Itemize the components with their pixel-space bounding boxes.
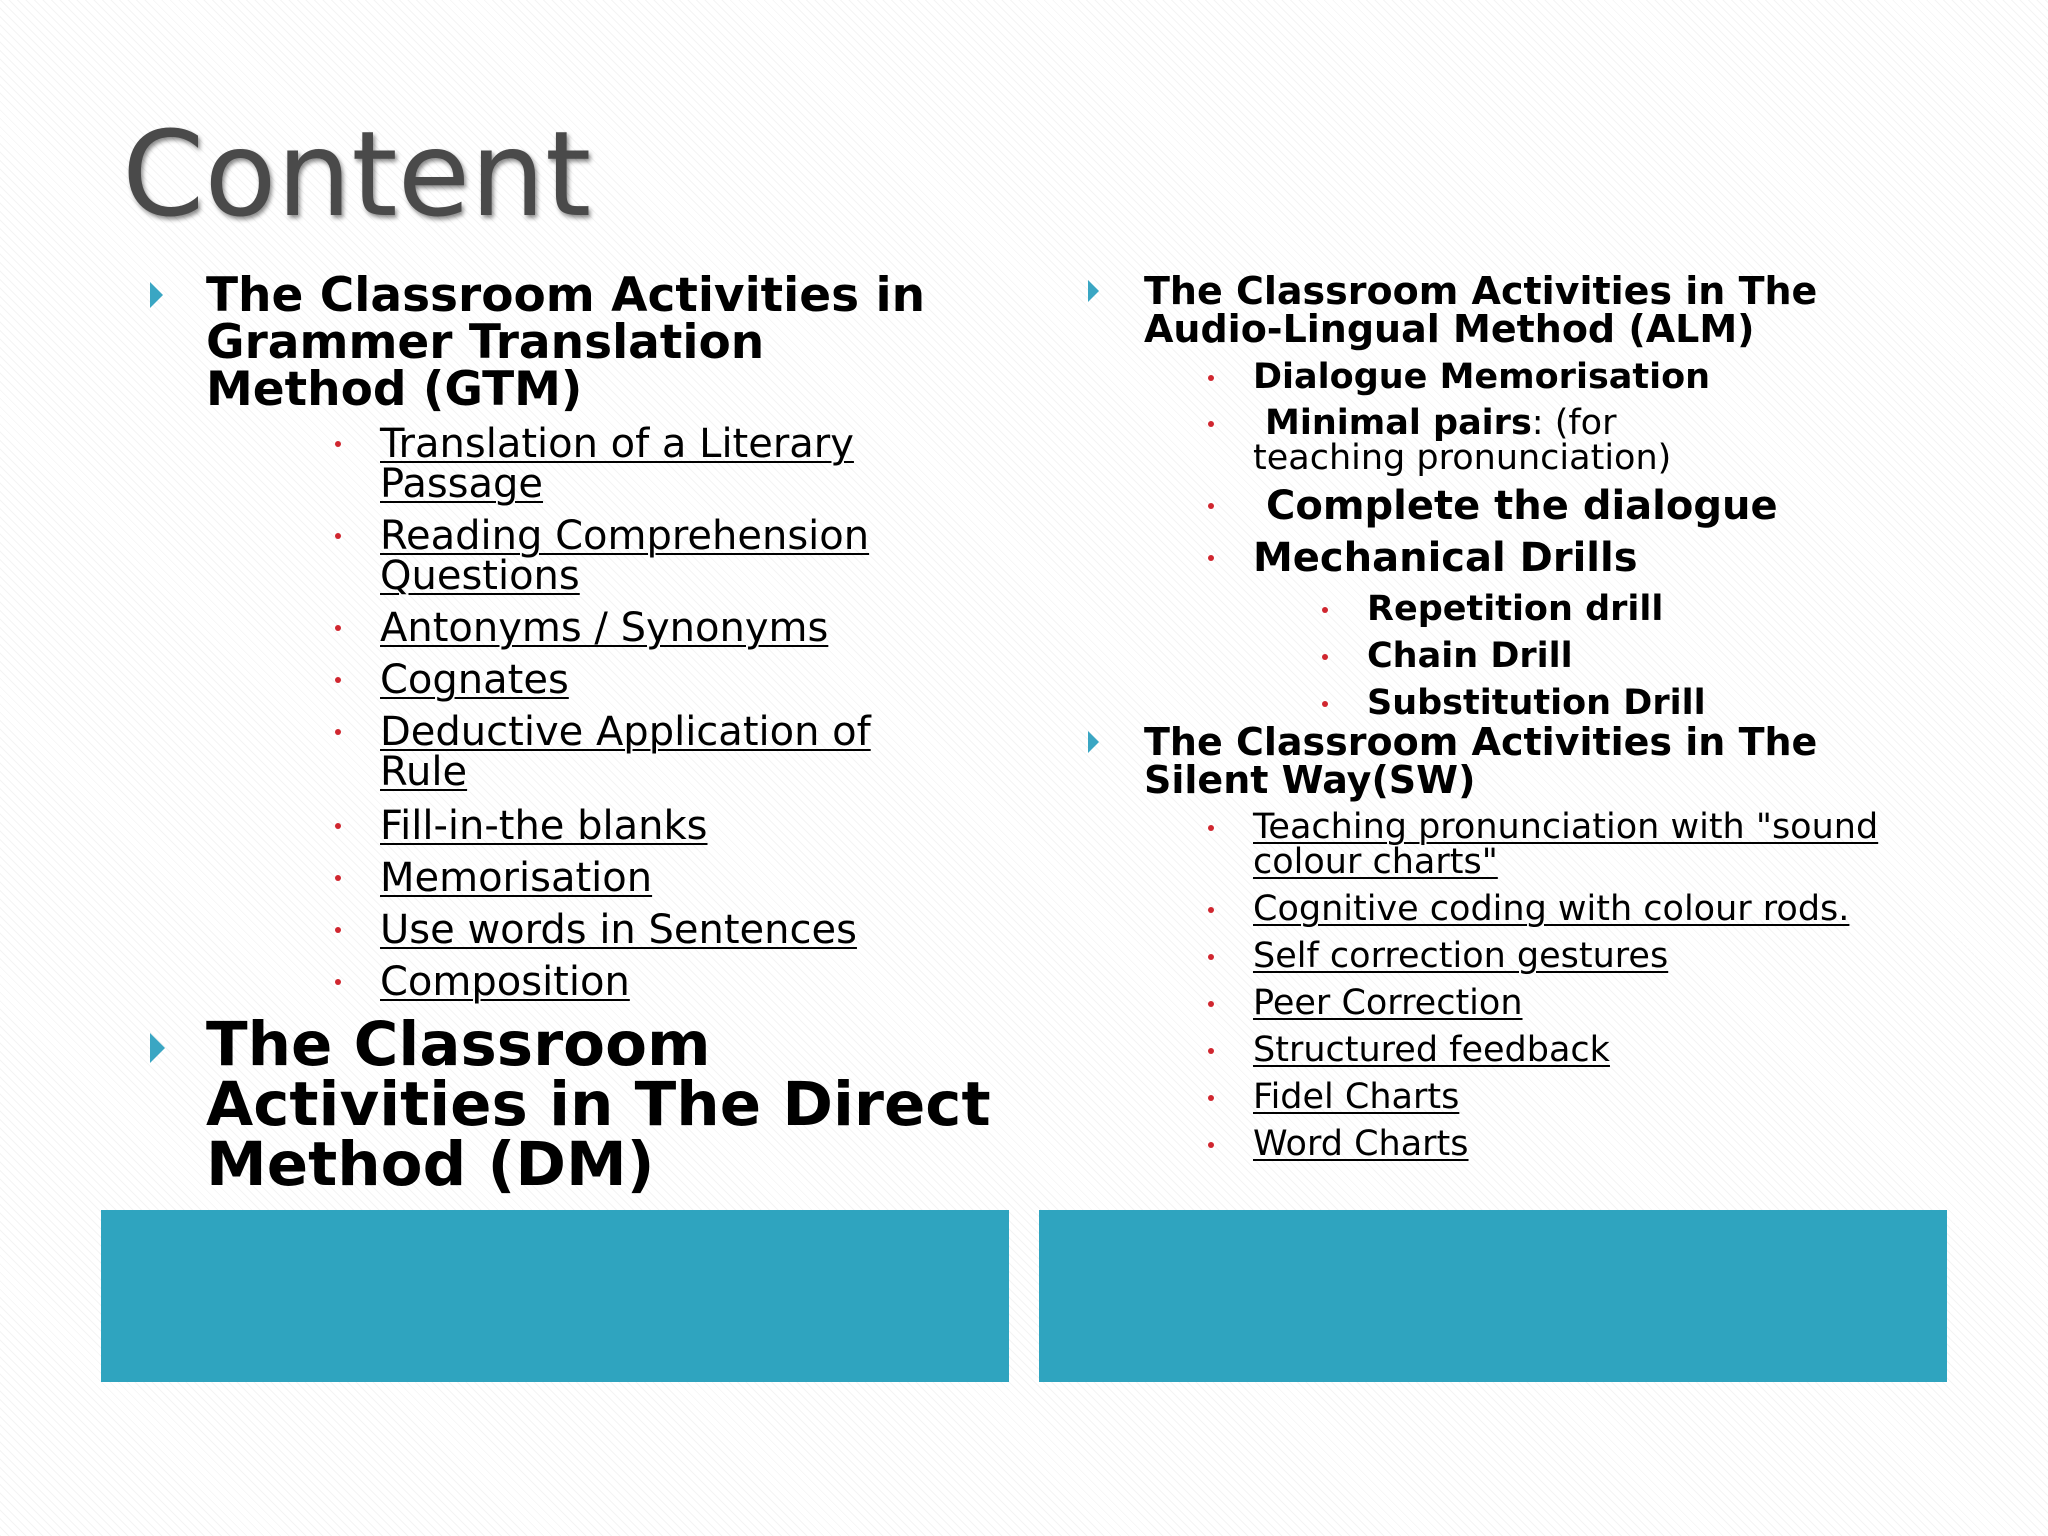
sw-item[interactable] [1208, 1030, 1948, 1070]
bullet-dot-icon [335, 677, 341, 683]
bullet-dot-icon [335, 979, 341, 985]
dm-heading-text: The Classroom Activities in The Direct Method (DM) [206, 1009, 991, 1200]
dm-heading [150, 1009, 1010, 1200]
sw-item-link[interactable]: Fidel Charts [1253, 1077, 1460, 1117]
gtm-item[interactable] [335, 709, 935, 795]
gtm-item-link[interactable]: Cognates [380, 657, 569, 703]
gtm-item-link[interactable]: Deductive Application of Rule [380, 709, 871, 795]
minimal-pairs-note: : (for teaching pronunciation) [1253, 403, 1672, 478]
gtm-item[interactable] [335, 803, 935, 849]
alm-item-text: Mechanical Drills [1253, 535, 1638, 581]
arrow-bullet-icon [1088, 280, 1099, 302]
left-footer-box [101, 1210, 1009, 1382]
alm-item-text [1208, 403, 1768, 478]
drill-item [1322, 683, 1942, 723]
alm-heading [1088, 269, 1968, 351]
bullet-dot-icon [1208, 503, 1214, 509]
sw-item[interactable] [1208, 1077, 1948, 1117]
arrow-bullet-icon [150, 282, 163, 308]
gtm-item[interactable] [335, 959, 935, 1005]
sw-item-link[interactable]: Self correction gestures [1253, 936, 1669, 976]
gtm-item-link[interactable]: Translation of a Literary Passage [380, 421, 854, 507]
bullet-dot-icon [335, 441, 341, 447]
arrow-bullet-icon [150, 1033, 165, 1063]
gtm-item[interactable] [335, 421, 935, 507]
bullet-dot-icon [1208, 555, 1214, 561]
arrow-bullet-icon [1088, 731, 1099, 753]
bullet-dot-icon [335, 927, 341, 933]
sw-item[interactable] [1208, 889, 1948, 929]
drill-item-text: Substitution Drill [1367, 683, 1706, 723]
bullet-dot-icon [335, 823, 341, 829]
bullet-dot-icon [335, 875, 341, 881]
gtm-item-link[interactable]: Composition [380, 959, 630, 1005]
bullet-dot-icon [335, 729, 341, 735]
bullet-dot-icon [1208, 375, 1214, 381]
sw-item-link[interactable]: Cognitive coding with colour rods. [1253, 889, 1850, 929]
gtm-heading-text: The Classroom Activities in Grammer Translation Method (GTM) [206, 268, 926, 417]
sw-item-link[interactable]: Structured feedback [1253, 1030, 1610, 1070]
gtm-item-link[interactable]: Antonyms / Synonyms [380, 605, 829, 651]
gtm-item[interactable] [335, 855, 935, 901]
alm-item-text: Complete the dialogue [1266, 483, 1778, 529]
sw-heading [1088, 720, 1928, 802]
drill-item [1322, 589, 1942, 629]
alm-item [1208, 535, 1948, 581]
alm-item-text: Dialogue Memorisation [1253, 357, 1711, 397]
sw-item-link[interactable]: Teaching pronunciation with "sound colour charts" [1253, 807, 1879, 882]
sw-item[interactable] [1208, 1124, 1948, 1164]
gtm-item[interactable] [335, 907, 935, 953]
bullet-dot-icon [1322, 701, 1328, 707]
alm-item [1208, 483, 1948, 529]
bullet-dot-icon [1208, 954, 1214, 960]
drill-item-text: Chain Drill [1367, 636, 1573, 676]
bullet-dot-icon [1208, 1095, 1214, 1101]
sw-heading-text: The Classroom Activities in The Silent Way(SW) [1144, 720, 1818, 802]
bullet-dot-icon [1208, 825, 1214, 831]
gtm-item[interactable] [335, 605, 935, 651]
minimal-pairs-label: Minimal pairs [1265, 403, 1532, 443]
alm-item [1208, 403, 1768, 478]
gtm-heading [150, 268, 970, 417]
alm-heading-text: The Classroom Activities in The Audio-Lingual Method (ALM) [1144, 269, 1818, 351]
bullet-dot-icon [335, 533, 341, 539]
sw-item-link[interactable]: Peer Correction [1253, 983, 1523, 1023]
bullet-dot-icon [1208, 1142, 1214, 1148]
bullet-dot-icon [1322, 607, 1328, 613]
bullet-dot-icon [1208, 1048, 1214, 1054]
sw-item-link[interactable]: Word Charts [1253, 1124, 1469, 1164]
bullet-dot-icon [1208, 1001, 1214, 1007]
bullet-dot-icon [1208, 421, 1214, 427]
gtm-item-link[interactable]: Fill-in-the blanks [380, 803, 708, 849]
bullet-dot-icon [1322, 654, 1328, 660]
bullet-dot-icon [1208, 907, 1214, 913]
sw-item[interactable] [1208, 807, 1908, 882]
gtm-item-link[interactable]: Reading Comprehension Questions [380, 513, 870, 599]
alm-item [1208, 357, 1948, 397]
right-footer-box [1039, 1210, 1947, 1382]
bullet-dot-icon [335, 625, 341, 631]
sw-item[interactable] [1208, 983, 1948, 1023]
gtm-item[interactable] [335, 657, 935, 703]
page-title: Content [122, 105, 592, 243]
gtm-item-link[interactable]: Use words in Sentences [380, 907, 857, 953]
gtm-item-link[interactable]: Memorisation [380, 855, 653, 901]
drill-item [1322, 636, 1942, 676]
drill-item-text: Repetition drill [1367, 589, 1664, 629]
sw-item[interactable] [1208, 936, 1948, 976]
gtm-item[interactable] [335, 513, 935, 599]
